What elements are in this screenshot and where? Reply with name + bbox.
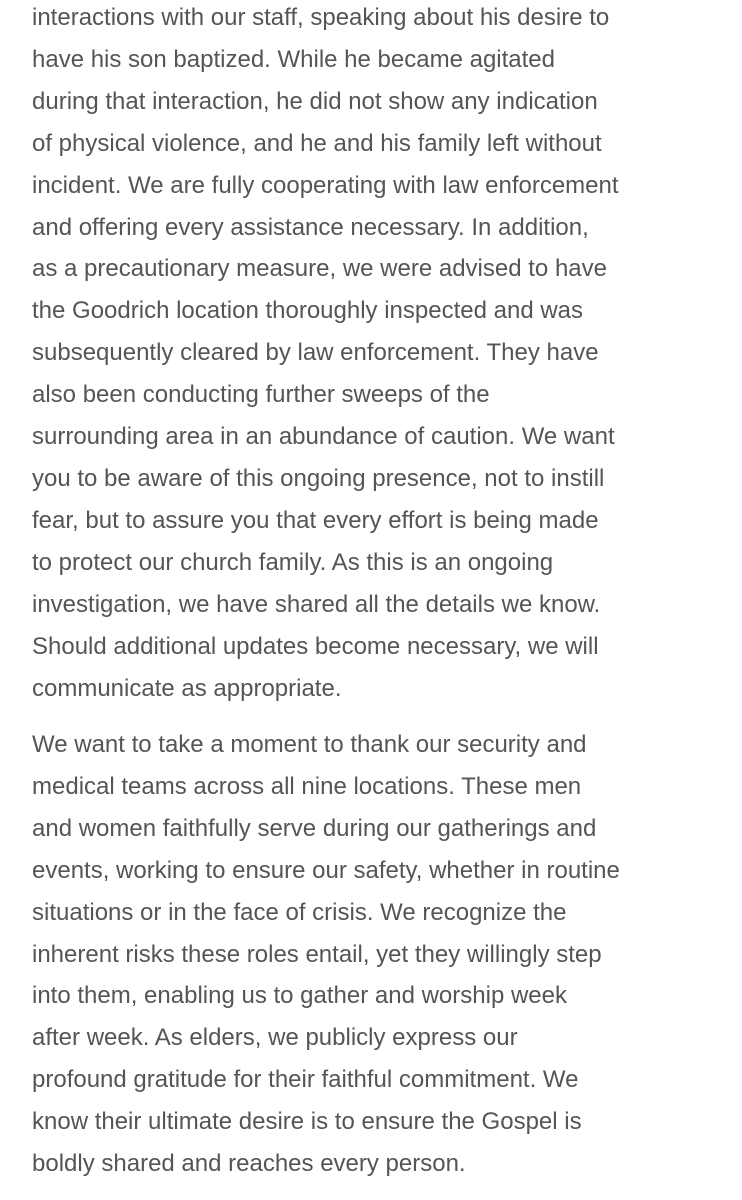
text-line: and women faithfully serve during our gatherings and xyxy=(32,814,597,842)
text-line: We want to take a moment to thank our security and xyxy=(32,731,587,758)
text-line: of physical violence, and he and his family left without xyxy=(32,129,602,157)
text-line: inherent risks these roles entail, yet they willingly step xyxy=(32,940,602,968)
text-line: incident. We are fully cooperating with law enforcement xyxy=(32,171,619,199)
statement-paragraph-1 xyxy=(32,0,619,709)
text-line: communicate as appropriate. xyxy=(32,674,342,702)
text-line: events, working to ensure our safety, whether in routine xyxy=(32,856,620,884)
text-line: fear, but to assure you that every effort is being made xyxy=(32,506,599,534)
text-line: also been conducting further sweeps of the xyxy=(32,381,490,409)
text-line: the Goodrich location thoroughly inspected and was xyxy=(32,297,584,325)
text-line: and offering every assistance necessary. In addition, xyxy=(32,213,589,241)
text-line: medical teams across all nine locations. These men xyxy=(32,772,582,800)
text-line: Should additional updates become necessary, we will xyxy=(32,632,599,660)
text-line: into them, enabling us to gather and worship week xyxy=(32,982,567,1010)
text-line: to protect our church family. As this is an ongoing xyxy=(32,548,554,576)
statement-paragraph-2 xyxy=(32,724,620,1185)
text-line: have his son baptized. While he became agitated xyxy=(32,45,555,73)
text-line: investigation, we have shared all the details we know. xyxy=(32,590,601,618)
text-line: subsequently cleared by law enforcement. They have xyxy=(32,339,599,367)
text-line: profound gratitude for their faithful commitment. We xyxy=(32,1066,579,1094)
text-line: you to be aware of this ongoing presence, not to instill xyxy=(32,464,605,492)
text-line: as a precautionary measure, we were advised to have xyxy=(32,255,607,283)
text-line: situations or in the face of crisis. We recognize the xyxy=(32,898,567,926)
text-line: surrounding area in an abundance of caution. We want xyxy=(32,423,615,451)
text-line: after week. As elders, we publicly express our xyxy=(32,1024,518,1052)
text-line: interactions with our staff, speaking about his desire to xyxy=(32,4,610,31)
text-line: boldly shared and reaches every person. xyxy=(32,1150,466,1178)
text-line: know their ultimate desire is to ensure the Gospel is xyxy=(32,1108,582,1136)
text-line: during that interaction, he did not show any indication xyxy=(32,87,598,115)
